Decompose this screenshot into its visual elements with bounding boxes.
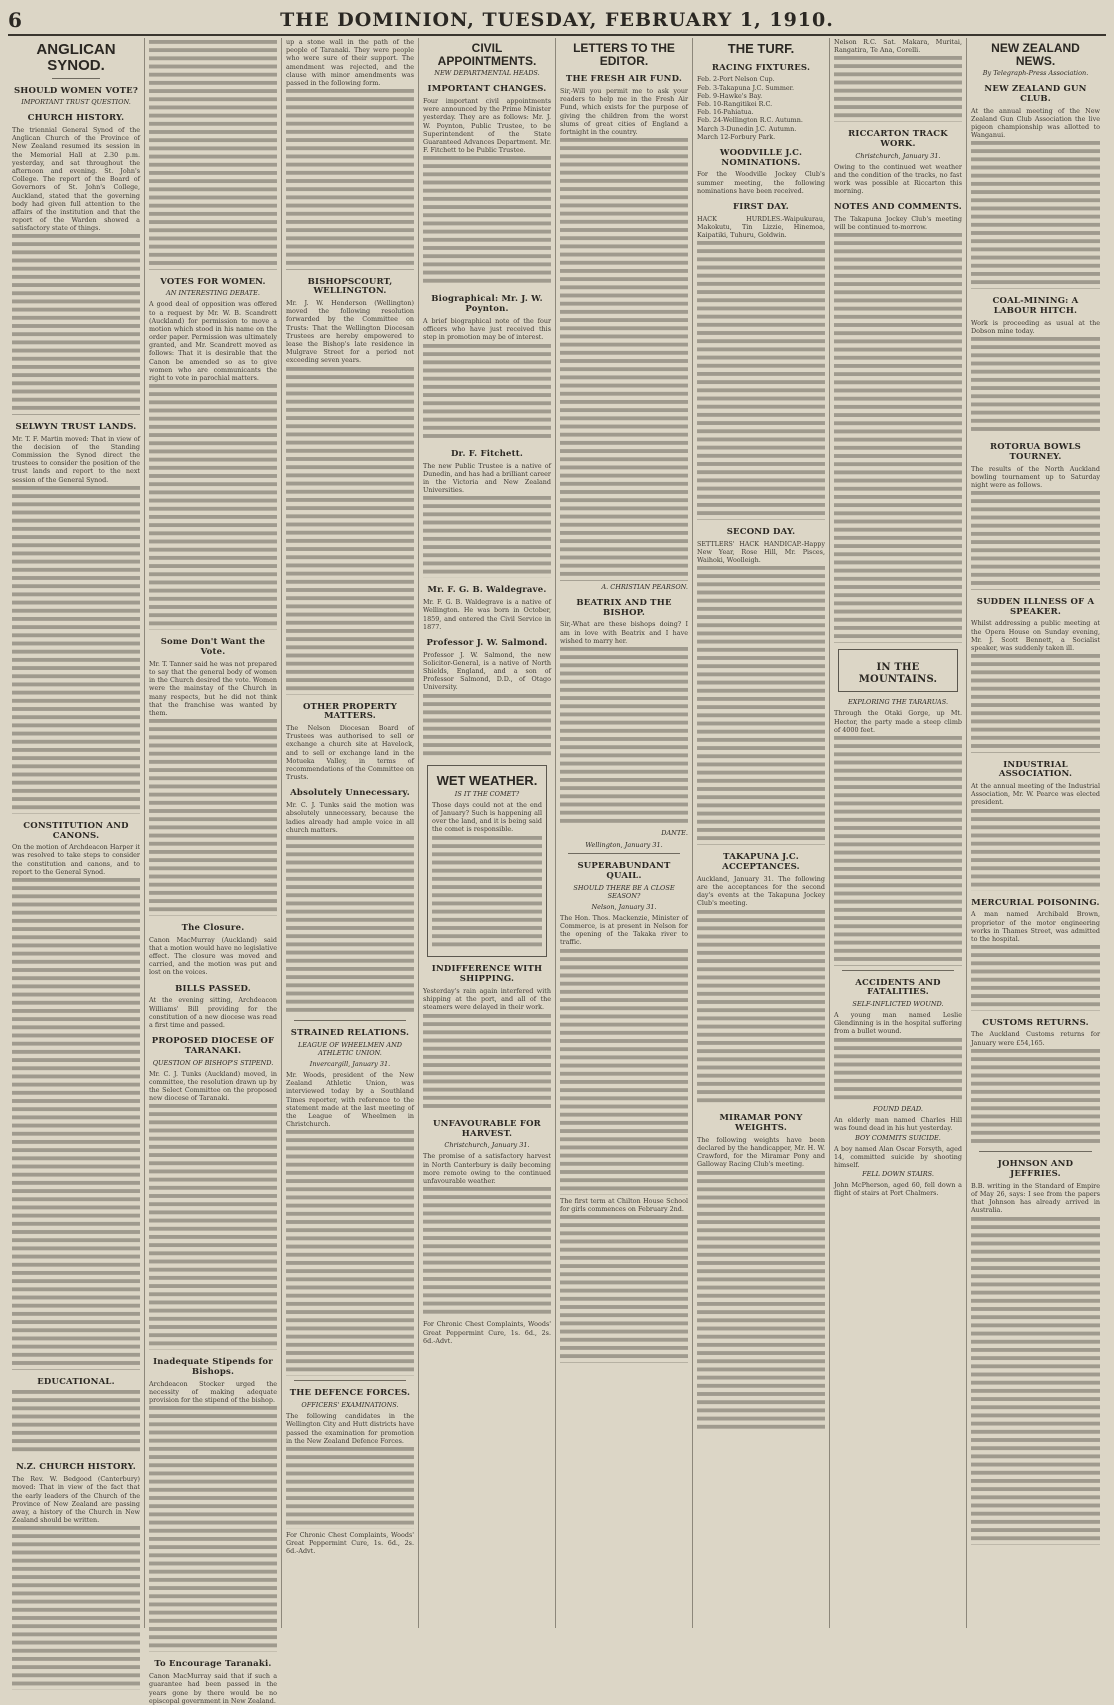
paragraph: Sir,-What are these bishops doing? I am in love with Beatrix and I have wished to marry her.	[560, 620, 688, 645]
headline-bills-passed: BILLS PASSED.	[175, 983, 251, 994]
filler-text	[149, 40, 277, 270]
filler-text	[286, 836, 414, 1016]
paragraph: Mr. Woods, president of the New Zealand Athletic Union, was interviewed today by a Southland Times reporter, with reference to the statement made at the last meeting of the League of Wheelmen in Christchurch.	[286, 1071, 414, 1129]
subhead-harvest: UNFAVOURABLE FOR HARVEST.	[433, 1118, 541, 1139]
subhead-encourage-taranaki: To Encourage Taranaki.	[154, 1659, 272, 1670]
filler-text	[423, 1014, 551, 1112]
column-1	[8, 38, 145, 1628]
paragraph: Four important civil appointments were announced by the Prime Minister yesterday. They are as follows: Mr. J. W. Poynton, Public Trustee, to be Superintendent of the State Guaranteed Advances Department. Mr. F. Fitchett to be Public Trustee.	[423, 96, 551, 155]
columns	[8, 38, 1106, 1705]
subhead-closure: The Closure.	[181, 922, 245, 933]
filler-text	[834, 56, 962, 122]
subhead-departmental-heads: NEW DEPARTMENTAL HEADS.	[434, 69, 540, 78]
subhead-absolutely-unnecessary: Absolutely Unnecessary.	[290, 788, 410, 799]
subhead-found-dead: FOUND DEAD.	[873, 1105, 923, 1114]
paragraph: SETTLERS' HACK HANDICAP.-Happy New Year, Rose Hill, Mr. Pisces, Waihoki, Woolleigh.	[697, 539, 825, 565]
wet-weather-box	[427, 765, 547, 957]
paragraph: Canon MacMurray (Auckland) said that a motion would have no legislative effect. The closure was moved and carried, and the motion was put and lost on the voices.	[149, 935, 277, 977]
paragraph: The new Public Trustee is a native of Dunedin, and has had a brilliant career in the Victoria and New Zealand Universities.	[423, 461, 551, 495]
headline-superabundant-quail: SUPERABUNDANT QUAIL.	[577, 861, 671, 882]
subhead-fitchett: Dr. F. Fitchett.	[450, 448, 524, 459]
filler-text	[834, 1038, 962, 1104]
paragraph: The Rev. W. Bedgood (Canterbury) moved: That in view of the fact that the early leaders of the Church of the Province of New Zealand are passing away, a history of the Church in New Zealand should be written.	[12, 1475, 140, 1525]
headline-other-property: OTHER PROPERTY MATTERS.	[302, 701, 398, 722]
filler-text	[971, 654, 1100, 752]
subhead-customs: CUSTOMS RETURNS.	[982, 1017, 1089, 1028]
subhead-shipping: INDIFFERENCE WITH SHIPPING.	[431, 964, 543, 985]
paragraph: Professor J. W. Salmond, the new Solicitor-General, is a native of North Shields, England, and a son of Professor Salmond, D.D., of Otago University.	[423, 650, 551, 692]
filler-text	[423, 156, 551, 287]
subhead-comet: IS IT THE COMET?	[454, 789, 520, 798]
advertisement: For Chronic Chest Complaints, Woods' Great Peppermint Cure, 1s. 6d., 2s. 6d.-Advt.	[423, 1320, 551, 1345]
filler-text	[560, 647, 688, 827]
filler-text	[149, 1104, 277, 1350]
filler-text	[12, 878, 140, 1370]
headline-johnson-jeffries: JOHNSON AND JEFFRIES.	[997, 1159, 1074, 1180]
fixture-item: Feb. 10-Rangitikei R.C.	[697, 99, 773, 108]
headline-nz-news: NEW ZEALAND NEWS.	[991, 41, 1080, 68]
subhead-officers-exam: OFFICERS' EXAMINATIONS.	[301, 1401, 399, 1410]
masthead	[8, 6, 1106, 36]
paragraph: Mr. C. J. Tunks said the motion was absolutely unnecessary, because the ladies already had ample voice in all church matters.	[286, 801, 414, 834]
subhead-interesting-debate: AN INTERESTING DEBATE.	[166, 289, 260, 298]
paragraph: At the annual meeting of the Industrial Association, Mr. W. Pearce was elected president.	[971, 782, 1100, 807]
subhead-fell-stairs: FELL DOWN STAIRS.	[862, 1170, 934, 1179]
filler-text	[834, 233, 962, 643]
filler-text	[971, 491, 1100, 589]
filler-text	[697, 241, 825, 520]
paragraph: The Takapuna Jockey Club's meeting will be continued to-morrow.	[834, 215, 962, 232]
paragraph: The triennial General Synod of the Anglican Church of the Province of New Zealand resumed its session in the Memorial Hall at 2.30 p.m. yesterday, and sat throughout the afternoon and evening. St. John's College. The report of the Board of Governors of St. John's College, Auckland, stated that the governing body had given full attention to the affairs of the institution and that the report of the Warden showed a satisfactory state of things.	[12, 126, 140, 233]
subhead-important-changes: IMPORTANT CHANGES.	[427, 84, 547, 95]
fixture-item: March 12-Forbury Park.	[697, 132, 776, 141]
paragraph: Mr. J. W. Henderson (Wellington) moved the following resolution forwarded by the Committee on Trusts: That the Wellington Diocesan Trustees are hereby empowered to lease the Bishop's late residence in Mulgrave Street for a period not exceeding seven years.	[286, 299, 414, 365]
subhead-gun-club: NEW ZEALAND GUN CLUB.	[984, 84, 1087, 104]
paragraph: A boy named Alan Oscar Forsyth, aged 14, committed suicide by shooting himself.	[834, 1144, 962, 1169]
filler-text	[432, 836, 542, 951]
fixtures-list	[697, 75, 825, 141]
subhead-miramar: MIRAMAR PONY WEIGHTS.	[719, 1113, 803, 1134]
paragraph: A good deal of opposition was offered to a request by Mr. W. B. Scandrett (Auckland) for permission to move a motion which stood in his name on the order paper. Permission was ultimately granted, and Mr. Scandrett moved as follows: That it is desirable that the Canon be amended so as to give women who are communicants the right to vote in parochial matters.	[149, 300, 277, 383]
filler-text	[697, 1171, 825, 1433]
letter-date: Wellington, January 31.	[585, 841, 663, 850]
filler-text	[286, 89, 414, 269]
advertisement: For Chronic Chest Complaints, Woods' Great Peppermint Cure, 1s. 6d., 2s. 6d.-Advt.	[286, 1530, 414, 1556]
mountains-box	[838, 649, 958, 692]
subhead-salmond: Professor J. W. Salmond.	[426, 637, 548, 648]
paragraph: The following weights have been declared by the handicapper, Mr. H. W. Crawford, for the Miramar Pony and Galloway Racing Club's meeting.	[697, 1135, 825, 1169]
signature: DANTE.	[661, 829, 688, 838]
filler-text	[12, 234, 140, 414]
dateline: Nelson, January 31.	[591, 902, 657, 911]
subhead-riccarton: RICCARTON TRACK WORK.	[848, 128, 948, 149]
headline-defence-forces: THE DEFENCE FORCES.	[289, 1388, 411, 1399]
paragraph: B.B. writing in the Standard of Empire of May 26, says: I see from the papers that Johnson has already arrived in Australia.	[971, 1181, 1100, 1215]
paragraph: Sir,-Will you permit me to ask your readers to help me in the Fresh Air Fund, which exists for the purpose of giving the children from the worst slums of great cities of England a fortnight in the country.	[560, 86, 688, 136]
filler-text	[423, 1187, 551, 1318]
subhead-church-history: CHURCH HISTORY.	[27, 113, 125, 124]
filler-text	[971, 945, 1100, 1011]
subhead-speaker: SUDDEN ILLNESS OF A SPEAKER.	[976, 596, 1095, 617]
filler-text	[834, 736, 962, 966]
filler-text	[149, 384, 277, 630]
paragraph: A young man named Leslie Glendinning is in the hospital suffering from a bullet wound.	[834, 1011, 962, 1036]
paragraph: A man named Archibald Brown, proprietor of the motor engineering works in Thames Street, was admitted to the hospital.	[971, 910, 1100, 943]
subhead-some-dont-want: Some Don't Want the Vote.	[160, 637, 266, 657]
subhead-racing-fixtures: RACING FIXTURES.	[711, 62, 811, 73]
paragraph: The Hon. Thos. Mackenzie, Minister of Commerce, is at present in Nelson for the opening of the Takaka river to traffic.	[560, 913, 688, 947]
paragraph: Mr. T. F. Martin moved: That in view of the decision of the Standing Commission the Synod direct the trustees to consider the position of the trust lands and report to the next session of the General Synod.	[12, 434, 140, 484]
filler-text	[697, 566, 825, 845]
paragraph: Mr. C. J. Tunks (Auckland) moved, in committee, the resolution drawn up by the Select Committee on the proposed new diocese of Taranaki.	[149, 1069, 277, 1103]
fixture-item: March 3-Dunedin J.C. Autumn.	[697, 124, 797, 133]
headline-civil-appointments: CIVIL APPOINTMENTS.	[437, 41, 537, 68]
subhead-waldegrave: Mr. F. G. B. Waldegrave.	[427, 585, 547, 596]
paragraph: On the motion of Archdeacon Harper it was resolved to take steps to consider the constitution and canons, and to report to the General Synod.	[12, 843, 140, 876]
column-5	[556, 38, 693, 1628]
headline-wet-weather: WET WEATHER.	[436, 773, 538, 789]
filler-text	[423, 694, 551, 760]
headline-educational: EDUCATIONAL.	[37, 1377, 115, 1388]
subhead-first-day: FIRST DAY.	[733, 202, 789, 212]
subhead-notes-comments: NOTES AND COMMENTS.	[834, 202, 962, 213]
paragraph: The first term at Chilton House School for girls commences on February 2nd.	[560, 1196, 688, 1213]
signature: A. CHRISTIAN PEARSON.	[601, 582, 688, 591]
filler-text	[149, 719, 277, 916]
filler-text	[423, 496, 551, 578]
filler-text	[560, 138, 688, 581]
dateline: Christchurch, January 31.	[444, 1141, 530, 1150]
paragraph: Whilst addressing a public meeting at the Opera House on Sunday evening, Mr. J. Scott Bennett, a Socialist speaker, was suddenly taken ill.	[971, 619, 1100, 652]
filler-text	[971, 141, 1100, 289]
paragraph: HACK HURDLES.-Waipukurau, Makokutu, Tin Lizzie, Hinemoa, Kaipatiki, Tuhuru, Goldwin.	[697, 214, 825, 240]
subhead-bowls: ROTORUA BOWLS TOURNEY.	[990, 442, 1081, 463]
subhead-boy-suicide: BOY COMMITS SUICIDE.	[855, 1133, 941, 1142]
subhead-industrial: INDUSTRIAL ASSOCIATION.	[998, 759, 1073, 780]
dateline: Invercargill, January 31.	[309, 1060, 391, 1069]
paragraph: John McPherson, aged 60, fell down a flight of stairs at Port Chalmers.	[834, 1181, 962, 1198]
subhead-coal-mining: COAL-MINING: A LABOUR HITCH.	[992, 296, 1079, 316]
fixture-item: Feb. 9-Hawke's Bay.	[697, 91, 763, 100]
column-4	[419, 38, 556, 1628]
fixture-item: Feb. 3-Takapuna J.C. Summer.	[697, 83, 795, 92]
filler-text	[12, 1390, 140, 1456]
paragraph: Those days could not at the end of January? Such is happening all over the land, and it is being said the comet is responsible.	[432, 800, 542, 834]
headline-nz-church-history: N.Z. CHURCH HISTORY.	[16, 1462, 136, 1473]
paragraph: Canon MacMurray said that if such a guarantee had been passed in the years gone by there would be no episcopal government in New Zealand.	[149, 1672, 277, 1705]
column-2	[145, 38, 282, 1705]
filler-text	[149, 1406, 277, 1652]
headline-accidents: ACCIDENTS AND FATALITIES.	[855, 977, 941, 998]
column-7	[830, 38, 967, 1628]
subhead-wheelmen: LEAGUE OF WHEELMEN AND ATHLETIC UNION.	[297, 1041, 403, 1058]
headline-votes-for-women: VOTES FOR WOMEN.	[160, 276, 266, 287]
subhead-close-season: SHOULD THERE BE A CLOSE SEASON?	[573, 883, 675, 900]
column-8	[967, 38, 1104, 1628]
filler-text	[697, 910, 825, 1107]
paragraph: Through the Otaki Gorge, up Mt. Hector, the party made a steep climb of 4000 feet.	[834, 709, 962, 734]
subhead-wound: SELF-INFLICTED WOUND.	[852, 1000, 944, 1009]
filler-text	[12, 486, 140, 814]
paragraph: At the annual meeting of the New Zealand Gun Club Association the live pigeon championship was allotted to Wanganui.	[971, 106, 1100, 140]
fixture-item: Feb. 24-Wellington R.C. Autumn.	[697, 116, 803, 125]
subhead-mercurial: MERCURIAL POISONING.	[971, 897, 1100, 908]
filler-text	[423, 344, 551, 442]
filler-text	[286, 1447, 414, 1529]
subhead-second-day: SECOND DAY.	[726, 527, 796, 538]
paragraph: Work is proceeding as usual at the Dobson mine today.	[971, 318, 1100, 335]
paragraph: A brief biographical note of the four officers who have just received this step in promotion may be of interest.	[423, 316, 551, 342]
headline-women-vote: SHOULD WOMEN VOTE?	[13, 85, 139, 96]
filler-text	[971, 1049, 1100, 1147]
paragraph: Mr. T. Tanner said he was not prepared to say that the general body of women in the Church desired the vote. Women were the mainstay of the Church in many respects, but he did not think that the franchise was wanted by them.	[149, 659, 277, 717]
paragraph: The Auckland Customs returns for January were £54,165.	[971, 1030, 1100, 1047]
page-number: 6	[8, 8, 22, 32]
paragraph: An elderly man named Charles Hill was found dead in his hut yesterday.	[834, 1116, 962, 1133]
subhead-bishop-stipend: QUESTION OF BISHOP'S STIPEND.	[152, 1058, 274, 1067]
subhead-trust-question: IMPORTANT TRUST QUESTION.	[21, 98, 131, 107]
subhead-telegraph: By Telegraph-Press Association.	[982, 69, 1089, 78]
fixture-item: Feb. 16-Pahiatua.	[697, 108, 754, 117]
subhead-beatrix: BEATRIX AND THE BISHOP.	[576, 597, 672, 618]
headline-selwyn-trust: SELWYN TRUST LANDS.	[15, 421, 137, 432]
headline-anglican-synod: ANGLICAN SYNOD.	[36, 41, 116, 74]
filler-text	[286, 1130, 414, 1376]
subhead-takapuna: TAKAPUNA J.C. ACCEPTANCES.	[722, 852, 800, 873]
paragraph: Archdeacon Stocker urged the necessity of making adequate provision for the stipend of the bishop.	[149, 1379, 277, 1405]
column-6	[693, 38, 830, 1628]
headline-constitution: CONSTITUTION AND CANONS.	[23, 820, 129, 841]
headline-letters: LETTERS TO THE EDITOR.	[573, 41, 675, 68]
paragraph: Yesterday's rain again interfered with shipping at the port, and all of the steamers were delayed in their work.	[423, 986, 551, 1012]
headline-bishopscourt: BISHOPSCOURT, WELLINGTON.	[307, 276, 393, 297]
paragraph: Nelson R.C. Sat. Makara, Muritai, Rangatira, Te Ana, Corelli.	[834, 38, 962, 55]
filler-text	[560, 949, 688, 1195]
paragraph: Auckland, January 31. The following are the acceptances for the second day's events at the Takapuna Jockey Club's meeting.	[697, 874, 825, 908]
column-3	[282, 38, 419, 1628]
subhead-fresh-air: THE FRESH AIR FUND.	[565, 74, 683, 85]
subhead-inadequate-stipends: Inadequate Stipends for Bishops.	[153, 1357, 273, 1378]
filler-text	[971, 337, 1100, 435]
paragraph: Mr. F. G. B. Waldegrave is a native of Wellington. He was born in October, 1859, and entered the Civil Service in 1877.	[423, 598, 551, 631]
headline-proposed-diocese: PROPOSED DIOCESE OF TARANAKI.	[151, 1036, 275, 1056]
subhead-poynton: Biographical: Mr. J. W. Poynton.	[431, 294, 543, 315]
newspaper-title: THE DOMINION, TUESDAY, FEBRUARY 1, 1910.	[280, 9, 834, 31]
paragraph: The results of the North Auckland bowling tournament up to Saturday night were as follows.	[971, 464, 1100, 490]
filler-text	[971, 1217, 1100, 1545]
filler-text	[12, 1526, 140, 1690]
fixture-item: Feb. 2-Port Nelson Cup.	[697, 75, 775, 84]
paragraph: The promise of a satisfactory harvest in North Canterbury is daily becoming more remote owing to the continued unfavourable weather.	[423, 1152, 551, 1186]
subhead-woodville: WOODVILLE J.C. NOMINATIONS.	[719, 147, 803, 168]
filler-text	[286, 367, 414, 695]
filler-text	[560, 1215, 688, 1363]
paragraph: The Nelson Diocesan Board of Trustees was authorised to sell or exchange a church site at Havelock, and to sell or exchange land in the Motueka Valley, in terms of recommendations of the Committee on Trusts.	[286, 724, 414, 782]
paragraph: Owing to the continued wet weather and the condition of the tracks, no fast work was possible at Riccarton this morning.	[834, 162, 962, 196]
subhead-tararuas: EXPLORING THE TARARUAS.	[847, 698, 949, 707]
paragraph: up a stone wall in the path of the people of Taranaki. They were people who were sure of their support. The amendment was rejected, and the clause with minor amendments was passed in the following form.	[286, 38, 414, 87]
paragraph: At the evening sitting, Archdeacon Williams' Bill providing for the constitution of a new diocese was read a first time and passed.	[149, 996, 277, 1029]
headline-strained-relations: STRAINED RELATIONS.	[290, 1028, 410, 1039]
headline-the-turf: THE TURF.	[727, 41, 795, 56]
paragraph: The following candidates in the Wellington City and Hutt districts have passed the examination for promotion in the New Zealand Defence Forces.	[286, 1412, 414, 1445]
filler-text	[971, 809, 1100, 891]
dateline: Christchurch, January 31.	[855, 151, 941, 160]
paragraph: For the Woodville Jockey Club's summer meeting, the following nominations have been received.	[697, 170, 825, 195]
headline-in-the-mountains: IN THE MOUNTAINS.	[858, 662, 938, 685]
